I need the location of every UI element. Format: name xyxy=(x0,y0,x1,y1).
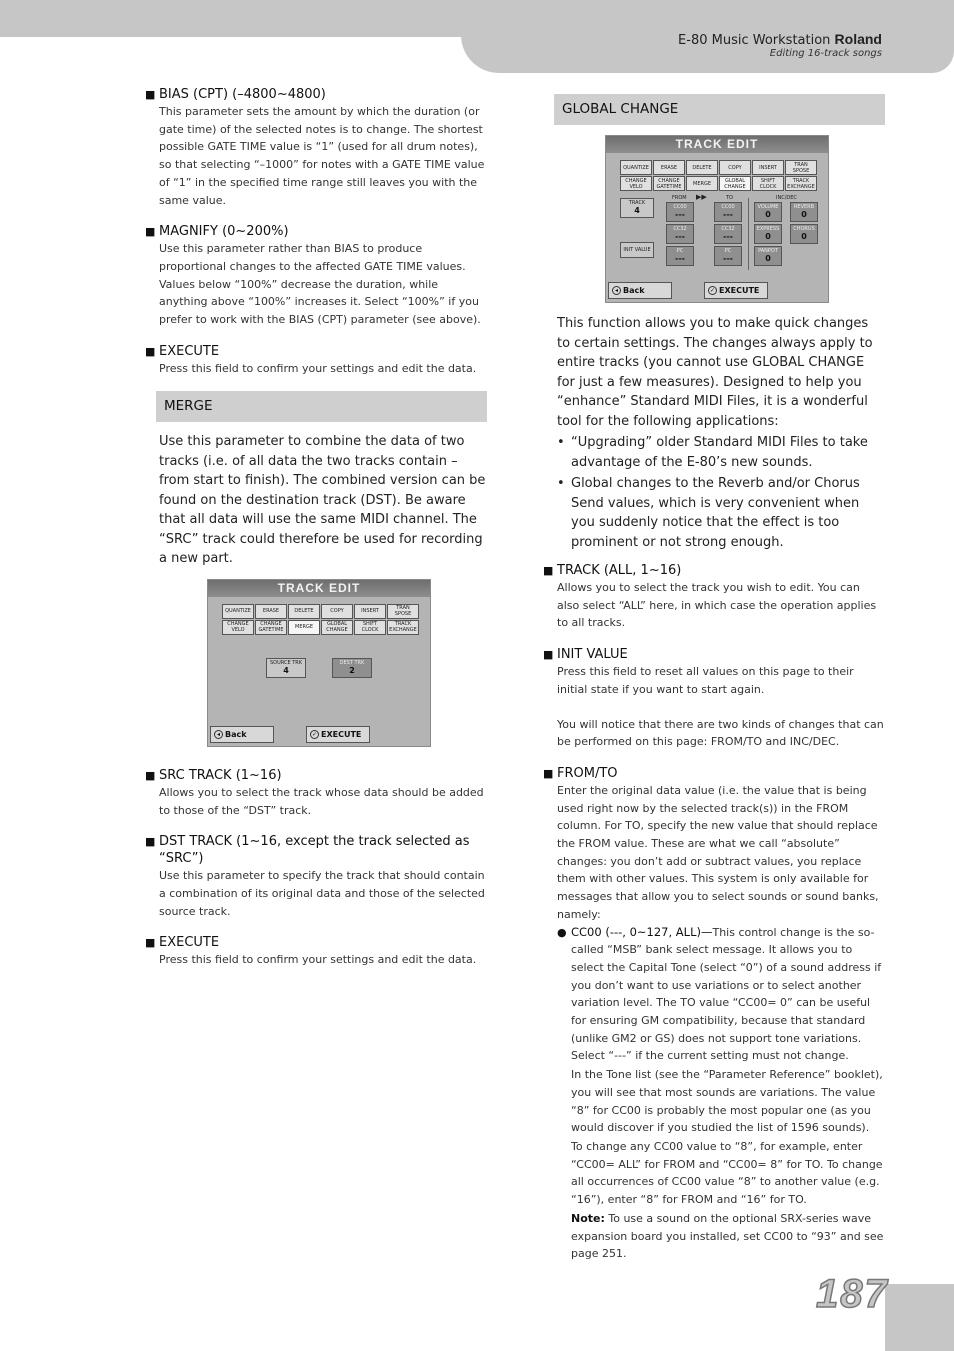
volume-field[interactable] xyxy=(754,202,782,222)
track-exchange-button[interactable]: TRACK EXCHANGE xyxy=(785,176,817,191)
chorus-value: 0 xyxy=(801,232,807,241)
from-pc-field[interactable] xyxy=(666,246,694,266)
reverb-label: REVERB xyxy=(793,204,815,210)
cc00-text-3: To change any CC00 value to “8”, for example, enter “CC00= ALL” for FROM and “CC00= 8” for TO. To change all occurrences of CC00 value “8” to another value (e.g. “16”), enter “8” for FROM and “16” for TO. xyxy=(571,1139,883,1207)
dest-track-field[interactable] xyxy=(332,658,372,678)
execute-heading-2: ■ EXECUTE xyxy=(145,934,487,951)
change-gatetime-button[interactable]: CHANGE GATETIME xyxy=(653,176,685,191)
volume-value: 0 xyxy=(765,210,771,219)
track-heading: ■ TRACK (ALL, 1~16) xyxy=(543,562,885,579)
transpose-button[interactable]: TRAN SPOSE xyxy=(387,604,419,619)
src-track-text: Allows you to select the track whose data should be added to those of the “DST” track. xyxy=(159,785,484,817)
reverb-field[interactable] xyxy=(790,202,818,222)
cc00-lead: CC00 (---, 0~127, ALL)— xyxy=(571,924,713,939)
from-to-heading: ■ FROM/TO xyxy=(543,765,885,782)
list-item: • “Upgrading” older Standard MIDI Files to take advantage of the E-80’s new sounds. xyxy=(557,433,885,472)
execute-button[interactable] xyxy=(704,282,768,299)
init-value-label: INIT VALUE xyxy=(623,247,651,253)
bias-text: This parameter sets the amount by which the duration (or gate time) of the selected notes is to change. The shortest possible GATE TIME value is “1” (used for all drum notes), so that selecting “–1000” for notes with a GATE TIME value of “1” in the specified time range still leaves you with the same value. xyxy=(159,105,485,207)
kinds-text: You will notice that there are two kinds of changes that can be performed on this page: FROM/TO and INC/DEC. xyxy=(557,717,884,749)
to-pc-field[interactable] xyxy=(714,246,742,266)
application-list xyxy=(543,433,885,552)
magnify-text: Use this parameter rather than BIAS to produce proportional changes to the affected GATE TIME values. xyxy=(159,242,466,273)
from-cc00-field[interactable] xyxy=(666,202,694,222)
expression-field[interactable] xyxy=(754,224,782,244)
track-field[interactable] xyxy=(620,198,654,218)
source-track-value: 4 xyxy=(283,665,289,675)
to-cc00-label: CC00 xyxy=(721,204,735,210)
list-item: • Global changes to the Reverb and/or Chorus Send values, which is very convenient when you suddenly notice that the effect is too prominent or not strong enough. xyxy=(557,474,885,552)
execute-icon: ✓ xyxy=(709,287,716,294)
merge-text: Use this parameter to combine the data of two tracks (i.e. of all data the two tracks contain – from start to finish). The combined version can be found on the destination track (DST). Be aware that all data will use the same MIDI channel. The “SRC” track could therefore be used for recording a new part. xyxy=(159,434,486,567)
to-cc32-value: --- xyxy=(723,232,733,241)
chorus-field[interactable] xyxy=(790,224,818,244)
page-number-box xyxy=(885,1284,954,1351)
to-cc32-label: CC32 xyxy=(721,226,735,232)
dst-track-heading: ■ DST TRACK (1~16, except the track selected as “SRC”) xyxy=(145,833,487,867)
global-change-screen xyxy=(605,135,829,303)
header-subtitle: Editing 16-track songs xyxy=(769,48,882,59)
column-divider xyxy=(748,198,749,270)
quantize-button[interactable]: QUANTIZE xyxy=(620,160,652,175)
merge-section-title: MERGE xyxy=(156,391,487,422)
copy-button[interactable]: COPY xyxy=(321,604,353,619)
screen-title-2: TRACK EDIT xyxy=(606,136,828,153)
change-gatetime-button[interactable]: CHANGE GATETIME xyxy=(255,620,287,635)
erase-button[interactable]: ERASE xyxy=(653,160,685,175)
from-cc00-value: --- xyxy=(675,210,685,219)
volume-label: VOLUME xyxy=(757,204,779,210)
insert-button[interactable]: INSERT xyxy=(752,160,784,175)
tool-row-2 xyxy=(222,620,419,635)
from-cc00-label: CC00 xyxy=(673,204,687,210)
from-pc-value: --- xyxy=(675,254,685,263)
panpot-field[interactable] xyxy=(754,246,782,266)
left-column xyxy=(145,86,487,969)
cc00-text-2: In the Tone list (see the “Parameter Reference” booklet), you will see that most sounds are variations. The value “8” for CC00 is probably the most popular one (as you would discover if you studied the list of 1596 sounds). xyxy=(571,1068,883,1135)
back-label: Back xyxy=(225,729,247,739)
init-value-text: Press this field to reset all values on this page to their initial state if you want to start again. xyxy=(557,665,854,696)
src-track-heading: ■ SRC TRACK (1~16) xyxy=(145,767,487,784)
execute-label: EXECUTE xyxy=(321,729,362,739)
header-tab xyxy=(461,0,954,73)
cc-list xyxy=(543,924,885,1263)
execute-icon: ✓ xyxy=(311,730,318,738)
to-pc-label: PC xyxy=(724,248,732,254)
from-label: FROM xyxy=(672,195,687,201)
shift-clock-button[interactable]: SHIFT CLOCK xyxy=(354,620,386,635)
to-cc32-field[interactable] xyxy=(714,224,742,244)
delete-button[interactable]: DELETE xyxy=(686,160,718,175)
panpot-value: 0 xyxy=(765,254,771,263)
merge-button[interactable]: MERGE xyxy=(288,620,320,635)
expression-value: 0 xyxy=(765,232,771,241)
tool-row-1 xyxy=(222,604,419,619)
global-change-section-title: GLOBAL CHANGE xyxy=(554,94,885,125)
panpot-label: PANPOT xyxy=(758,248,778,254)
delete-button[interactable]: DELETE xyxy=(288,604,320,619)
right-column xyxy=(543,94,885,1263)
bias-heading: ■ BIAS (CPT) (–4800~4800) xyxy=(145,86,487,103)
from-cc32-field[interactable] xyxy=(666,224,694,244)
magnify-text-2: Values below “100%” decrease the duration, while anything above “100%” increases it. Select “100%” if you prefer to work with the BIAS (CPT) parameter (see above). xyxy=(159,277,481,327)
merge-button[interactable]: MERGE xyxy=(686,176,718,191)
execute-text: Press this field to confirm your settings and edit the data. xyxy=(159,361,477,375)
execute-label: EXECUTE xyxy=(719,286,760,295)
shift-clock-button[interactable]: SHIFT CLOCK xyxy=(752,176,784,191)
track-field-label: TRACK xyxy=(628,200,646,206)
dest-track-value: 2 xyxy=(349,665,355,675)
execute-text-2: Press this field to confirm your settings and edit the data. xyxy=(159,953,477,967)
from-cc32-label: CC32 xyxy=(673,226,687,232)
transpose-button[interactable]: TRAN SPOSE xyxy=(785,160,817,175)
source-track-label: SOURCE TRK xyxy=(269,659,303,666)
arrow-icon: ▶▶ xyxy=(696,193,707,201)
header-title: E-80 Music Workstation Roland xyxy=(678,31,882,48)
merge-screen xyxy=(207,579,431,747)
screen-title: TRACK EDIT xyxy=(208,580,430,597)
magnify-heading: ■ MAGNIFY (0~200%) xyxy=(145,223,487,240)
track-text: Allows you to select the track you wish to edit. You can also select “ALL” here, in which case the operation applies to all tracks. xyxy=(557,581,877,630)
cc00-text: This control change is the so-called “MSB” bank select message. It allows you to select the Capital Tone (select “0”) of a sound address if you don’t want to use variations or to select another variation level. The TO value “CC00= 0” can be useful for ensuring GM compatibility, because that standard (unlike GM2 or GS) does not support tone variations. Select “---” if the current setting must not change. xyxy=(571,925,882,1063)
expression-label: EXPRESS xyxy=(756,226,780,232)
note-text: To use a sound on the optional SRX-series wave expansion board you installed, set CC00 to “93” and see page 251. xyxy=(571,1211,884,1261)
back-arrow-icon: ◂ xyxy=(214,730,223,739)
back-button[interactable] xyxy=(210,726,274,743)
chorus-label: CHORUS xyxy=(793,226,815,232)
to-cc00-field[interactable] xyxy=(714,202,742,222)
dst-track-text: Use this parameter to specify the track that should contain a combination of its original data and those of the selected source track. xyxy=(159,869,485,918)
erase-button[interactable]: ERASE xyxy=(255,604,287,619)
dest-track-label: DEST TRK xyxy=(339,659,365,666)
note-label: Note: xyxy=(571,1211,605,1225)
from-pc-label: PC xyxy=(676,248,684,254)
global-change-button[interactable]: GLOBAL CHANGE xyxy=(321,620,353,635)
insert-button[interactable]: INSERT xyxy=(354,604,386,619)
to-label: TO xyxy=(726,195,733,201)
copy-button[interactable]: COPY xyxy=(719,160,751,175)
back-arrow-icon: ◂ xyxy=(612,286,621,295)
change-velo-button[interactable]: CHANGE VELO xyxy=(620,176,652,191)
track-exchange-button[interactable]: TRACK EXCHANGE xyxy=(387,620,419,635)
global-change-text: This function allows you to make quick changes to certain settings. The changes always apply to entire tracks (you cannot use GLOBAL CHANGE for just a few measures). Designed to help you “enhance” Standard MIDI Files, it is a wonderful tool for the following applications: xyxy=(557,316,873,429)
init-value-heading: ■ INIT VALUE xyxy=(543,646,885,663)
tool-row-2 xyxy=(620,176,817,191)
reverb-value: 0 xyxy=(801,210,807,219)
execute-button[interactable] xyxy=(306,726,370,743)
from-to-text: Enter the original data value (i.e. the value that is being used right now by the selected track(s)) in the FROM column. For TO, specify the new value that should replace the FROM value. These are what we call “absolute” changes: you don’t add or subtract values, you replace them with other values. This system is only available for messages that allow you to select sounds or sound banks, namely: xyxy=(557,783,879,921)
init-value-button[interactable] xyxy=(620,242,654,258)
source-track-field[interactable] xyxy=(266,658,306,678)
track-field-value: 4 xyxy=(634,206,640,215)
from-cc32-value: --- xyxy=(675,232,685,241)
change-velo-button[interactable]: CHANGE VELO xyxy=(222,620,254,635)
cc00-item xyxy=(557,924,885,1066)
back-label: Back xyxy=(623,286,645,295)
note xyxy=(557,1210,885,1263)
global-change-button[interactable]: GLOBAL CHANGE xyxy=(719,176,751,191)
back-button[interactable] xyxy=(608,282,672,299)
tool-row-1 xyxy=(620,160,817,175)
page-number: 187 xyxy=(816,1272,889,1316)
to-cc00-value: --- xyxy=(723,210,733,219)
quantize-button[interactable]: QUANTIZE xyxy=(222,604,254,619)
execute-heading: ■ EXECUTE xyxy=(145,343,487,360)
incdec-label: INC/DEC xyxy=(776,195,797,201)
to-pc-value: --- xyxy=(723,254,733,263)
